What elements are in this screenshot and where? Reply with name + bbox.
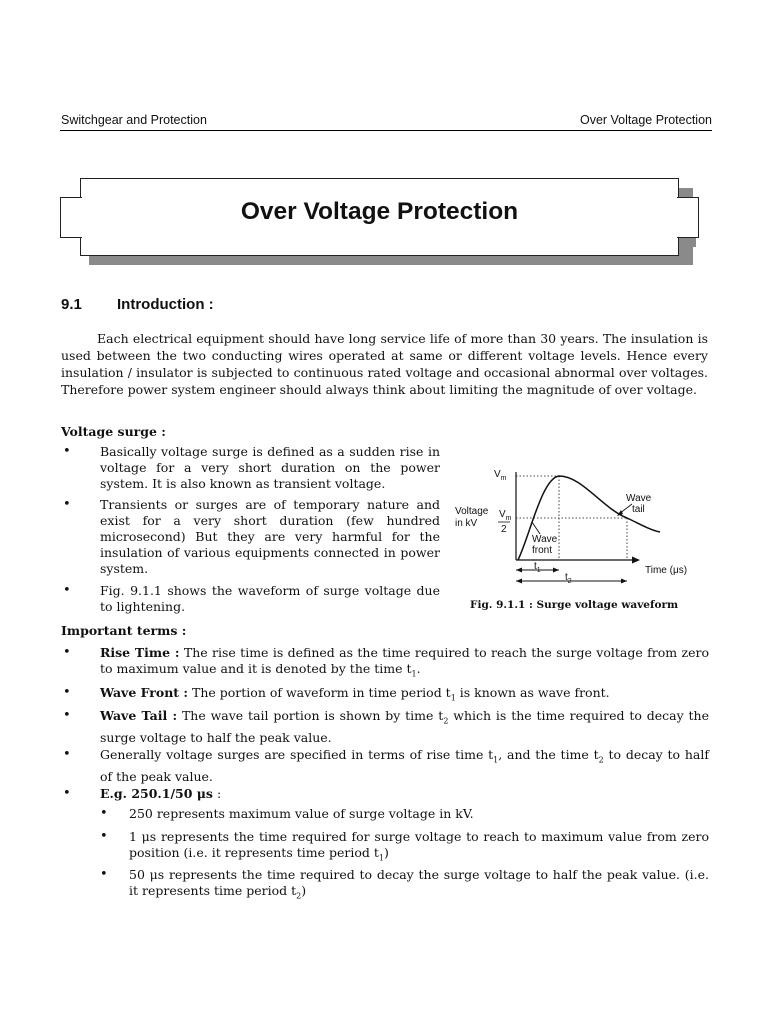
section-number: 9.1	[61, 296, 82, 313]
general-item: Generally voltage surges are specified in terms of rise time $t_1$, and the time $t_2$ to decay to half of the peak value.	[100, 747, 709, 784]
bullet-icon: •	[63, 708, 71, 723]
t2-label: $t_2$	[565, 572, 572, 585]
figure-caption: Fig. 9.1.1 : Surge voltage waveform	[470, 599, 679, 611]
wave-tail-item: Wave Tail : The wave tail portion is shown by time $t_2$ which is the time required to decay the surge voltage to half the peak value.	[100, 708, 709, 745]
sub-bullet-icon: •	[100, 829, 108, 844]
half-vm-denominator: 2	[501, 524, 507, 535]
wave-front-label-line1: Wave	[532, 534, 558, 545]
wave-tail-label-line2: tail	[632, 504, 645, 515]
bullet-icon: •	[63, 583, 71, 598]
half-vm-numerator: $V_m$	[499, 509, 512, 522]
section-title: Introduction :	[117, 296, 214, 313]
voltage-surge-bullet-3: Fig. 9.1.1 shows the waveform of surge voltage due to lightening.	[100, 583, 440, 614]
sub-bullet-icon: •	[100, 806, 108, 821]
surge-voltage-waveform-figure	[452, 460, 712, 595]
bullet-icon: •	[63, 645, 71, 660]
chapter-title: Over Voltage Protection	[240, 198, 519, 225]
intro-paragraph: Each electrical equipment should have long service life of more than 30 years. The insulation is used between the two conducting wires operated at same or different voltage levels. Hence every insulation / insulator is subjected to continuous rated voltage and occasional abnormal over voltages. Therefore power system engineer should always think about limiting the magnitude of over voltage.	[61, 331, 708, 397]
bullet-icon: •	[63, 747, 71, 762]
voltage-surge-bullet-2: Transients or surges are of temporary nature and exist for a very short duration (few hundred microsecond) But they are very harmful for the insulation of various equipments connected in power system.	[100, 497, 440, 576]
x-axis-arrow-icon	[632, 557, 640, 564]
example-sub-item-3: 50 μs represents the time required to decay the surge voltage to half the peak value. (i.e. it represents time period $t_2$)	[129, 867, 709, 901]
voltage-surge-bullet-1: Basically voltage surge is defined as a sudden rise in voltage for a very short duration on the power system. It is also known as transient voltage.	[100, 444, 440, 491]
wave-tail-label-line1: Wave	[626, 493, 652, 504]
vm-label: $V_m$	[494, 469, 507, 482]
example-sub-item-1: 250 represents maximum value of surge voltage in kV.	[129, 806, 474, 821]
y-axis-label-line1: Voltage	[455, 506, 489, 517]
rise-time-item: Rise Time : The rise time is defined as the time required to reach the surge voltage from zero to maximum value and it is denoted by the time $t_1$.	[100, 645, 709, 679]
title-box-notch-right	[677, 197, 699, 238]
important-terms-heading: Important terms :	[61, 623, 187, 638]
wave-front-label-line2: front	[532, 545, 553, 556]
running-header-right: Over Voltage Protection	[579, 113, 712, 127]
bullet-icon: •	[63, 497, 71, 512]
wave-front-item: Wave Front : The portion of waveform in time period $t_1$ is known as wave front.	[100, 685, 610, 703]
running-header-left: Switchgear and Protection	[61, 113, 207, 127]
example-sub-item-2: 1 μs represents the time required for surge voltage to reach to maximum value from zero position (i.e. it represents time period $t_1$)	[129, 829, 709, 863]
t1-label: $t_1$	[534, 561, 541, 574]
example-item: E.g. 250.1/50 μs :	[100, 786, 222, 801]
voltage-surge-heading: Voltage surge :	[61, 424, 166, 439]
bullet-icon: •	[63, 444, 71, 459]
bullet-icon: •	[63, 685, 71, 700]
header-rule	[60, 130, 712, 131]
x-axis-label: Time (μs)	[645, 565, 688, 576]
y-axis-label-line2: in kV	[455, 518, 478, 529]
sub-bullet-icon: •	[100, 867, 108, 882]
bullet-icon: •	[63, 786, 71, 801]
